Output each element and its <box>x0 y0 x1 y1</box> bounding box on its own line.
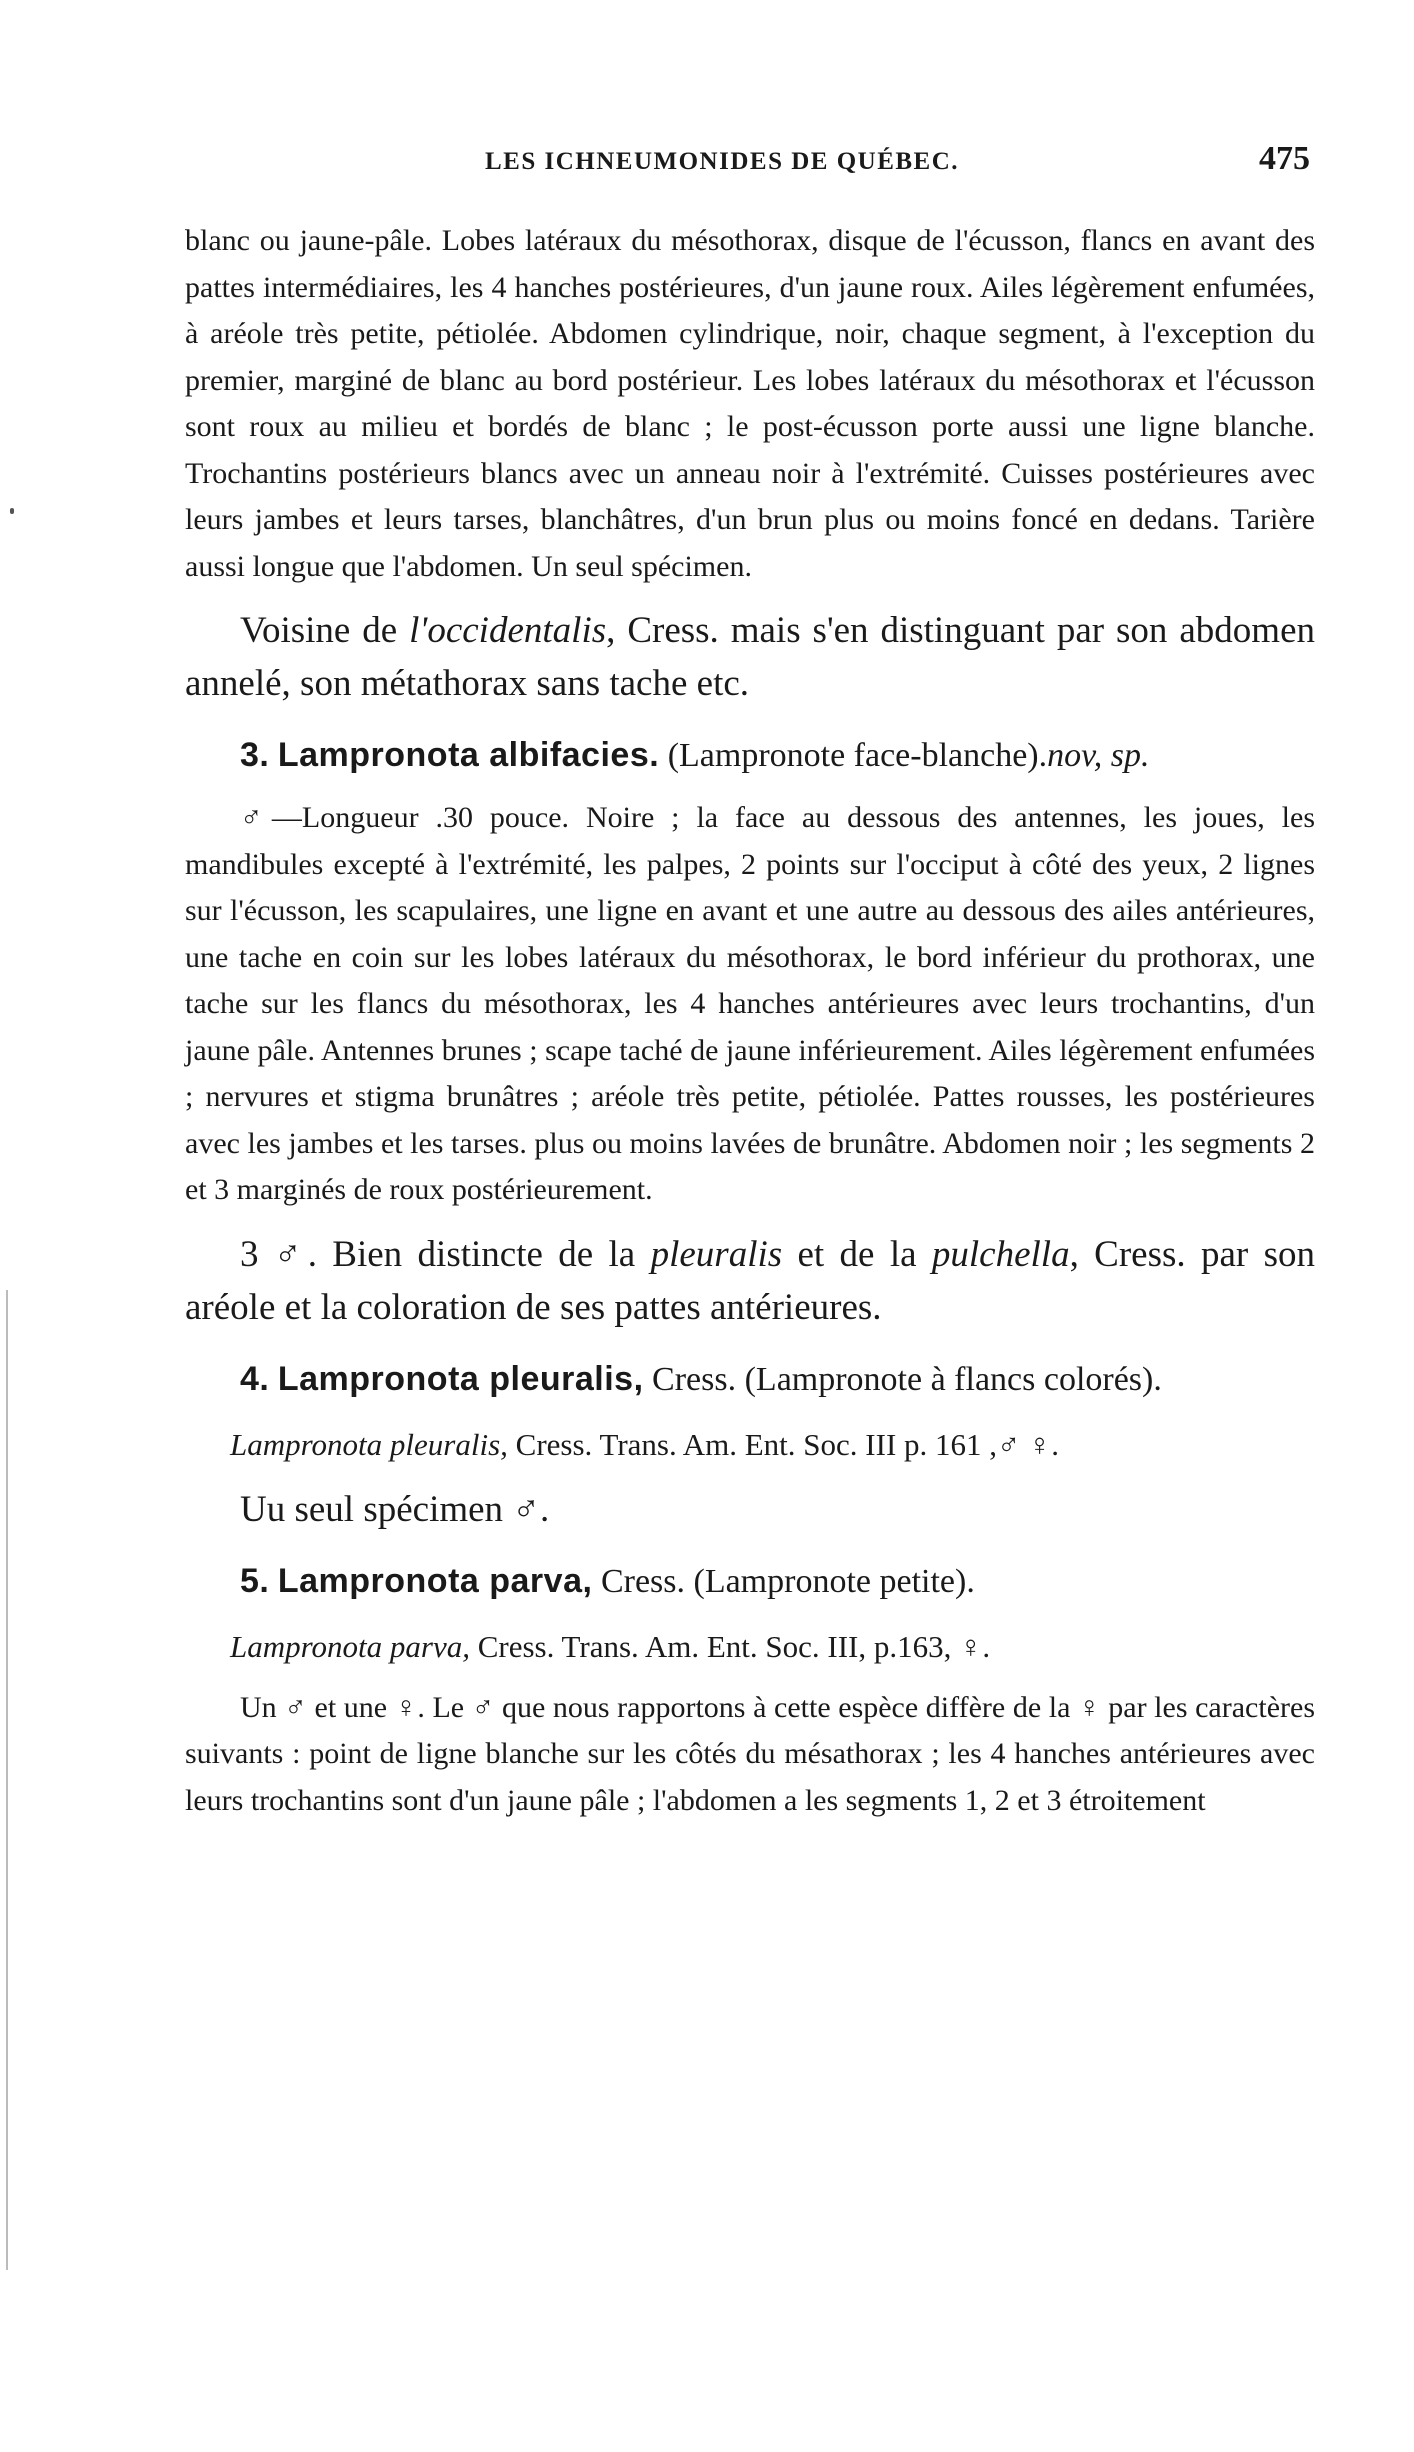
species-heading-albifacies <box>185 730 1315 781</box>
species-name: Lampronota parva, <box>277 1561 593 1600</box>
taxon-pleuralis: pleuralis <box>650 1233 783 1275</box>
species-heading-parva <box>185 1556 1315 1607</box>
paragraph-description-continued: blanc ou jaune-pâle. Lobes latéraux du mésothorax, disque de l'écusson, flancs en avant des pattes intermédiaires, les 4 hanches postérieures, d'un jaune roux. Ailes légèrement enfumées, à aréole très petite, pétiolée. Abdomen cylindrique, noir, chaque segment, à l'exception du premier, marginé de blanc au bord postérieur. Les lobes latéraux du mésothorax et l'écusson sont roux au milieu et bordés de blanc ; le post-écusson porte aussi une ligne blanche. Trochantins postérieurs blancs avec un anneau noir à l'extrémité. Cuisses postérieures avec leurs jambes et leurs tarses, blanchâtres, d'un brun plus ou moins foncé en dedans. Tarière aussi longue que l'abdomen. Un seul spécimen. <box>185 224 1315 583</box>
comparison-text-start: 3 ♂. Bien distincte de la <box>240 1233 651 1275</box>
reference-pleuralis <box>185 1421 1315 1469</box>
comparison-text-end: , Cress. mais s'en distinguant par son abdomen annelé, son métathorax sans tache etc. <box>185 610 1315 704</box>
reference-citation: Cress. Trans. Am. Ent. Soc. III, p.163, ♀. <box>477 1628 991 1664</box>
paragraph-comparison-occidentalis <box>185 604 1315 710</box>
page-number: 475 <box>1259 140 1310 177</box>
species-authority-common: Cress. (Lampronote à flancs colorés). <box>652 1360 1162 1398</box>
species-number: 4. <box>240 1359 270 1398</box>
paragraph-specimen-note: Uu seul spécimen ♂. <box>240 1488 550 1530</box>
reference-taxon: Lampronota pleuralis, <box>230 1426 508 1462</box>
page-body <box>185 218 1315 1824</box>
species-number: 3. <box>240 736 270 774</box>
species-status: nov, sp. <box>1047 737 1150 774</box>
species-name: Lampronota albifacies. <box>277 736 660 774</box>
comparison-text-start: Voisine de <box>240 610 410 651</box>
species-heading-pleuralis <box>185 1354 1315 1405</box>
paragraph-comparison-pleuralis <box>185 1228 1315 1334</box>
margin-ink-spot <box>10 508 14 514</box>
species-name: Lampronota pleuralis, <box>277 1359 644 1398</box>
taxon-pulchella: pulchella <box>931 1233 1070 1275</box>
reference-parva <box>185 1623 1315 1671</box>
reference-taxon: Lampronota parva, <box>230 1628 470 1664</box>
reference-citation: Cress. Trans. Am. Ent. Soc. III p. 161 ,♂ ♀. <box>515 1426 1060 1462</box>
species-common-name: (Lampronote face-blanche). <box>667 737 1048 774</box>
paragraph-description-albifacies: ♂—Longueur .30 pouce. Noire ; la face au dessous des antennes, les joues, les mandibules excepté à l'extrémité, les palpes, 2 points sur l'occiput à côté des yeux, 2 lignes sur l'écusson, les scapulaires, une ligne en avant et une autre au dessous des ailes antérieures, une tache en coin sur les lobes latéraux du mésothorax, le bord inférieur du prothorax, une tache sur les flancs du mésothorax, les 4 hanches antérieures avec leurs trochantins, d'un jaune pâle. Antennes brunes ; scape taché de jaune inférieurement. Ailes légèrement enfumées ; nervures et stigma brunâtres ; aréole très petite, pétiolée. Pattes rousses, les postérieures avec les jambes et les tarses. plus ou moins lavées de brunâtre. Abdomen noir ; les segments 2 et 3 marginés de roux postérieurement. <box>185 801 1315 1206</box>
page-header <box>185 140 1310 190</box>
comparison-text-end: , Cress. par son aréole et la coloration de ses pattes antérieures. <box>185 1233 1315 1328</box>
running-title: LES ICHNEUMONIDES DE QUÉBEC. <box>485 148 960 175</box>
margin-rule <box>6 1290 8 2270</box>
paragraph-description-parva: Un ♂ et une ♀. Le ♂ que nous rapportons à cette espèce diffère de la ♀ par les caractères suivants : point de ligne blanche sur les côtés du mésathorax ; les 4 hanches antérieures avec leurs trochantins sont d'un jaune pâle ; l'abdomen a les segments 1, 2 et 3 étroitement <box>185 1690 1315 1817</box>
species-number: 5. <box>240 1561 270 1600</box>
comparison-text-middle: et de la <box>782 1233 932 1275</box>
species-authority-common: Cress. (Lampronote petite). <box>600 1562 975 1600</box>
taxon-occidentalis: l'occidentalis <box>409 610 607 651</box>
